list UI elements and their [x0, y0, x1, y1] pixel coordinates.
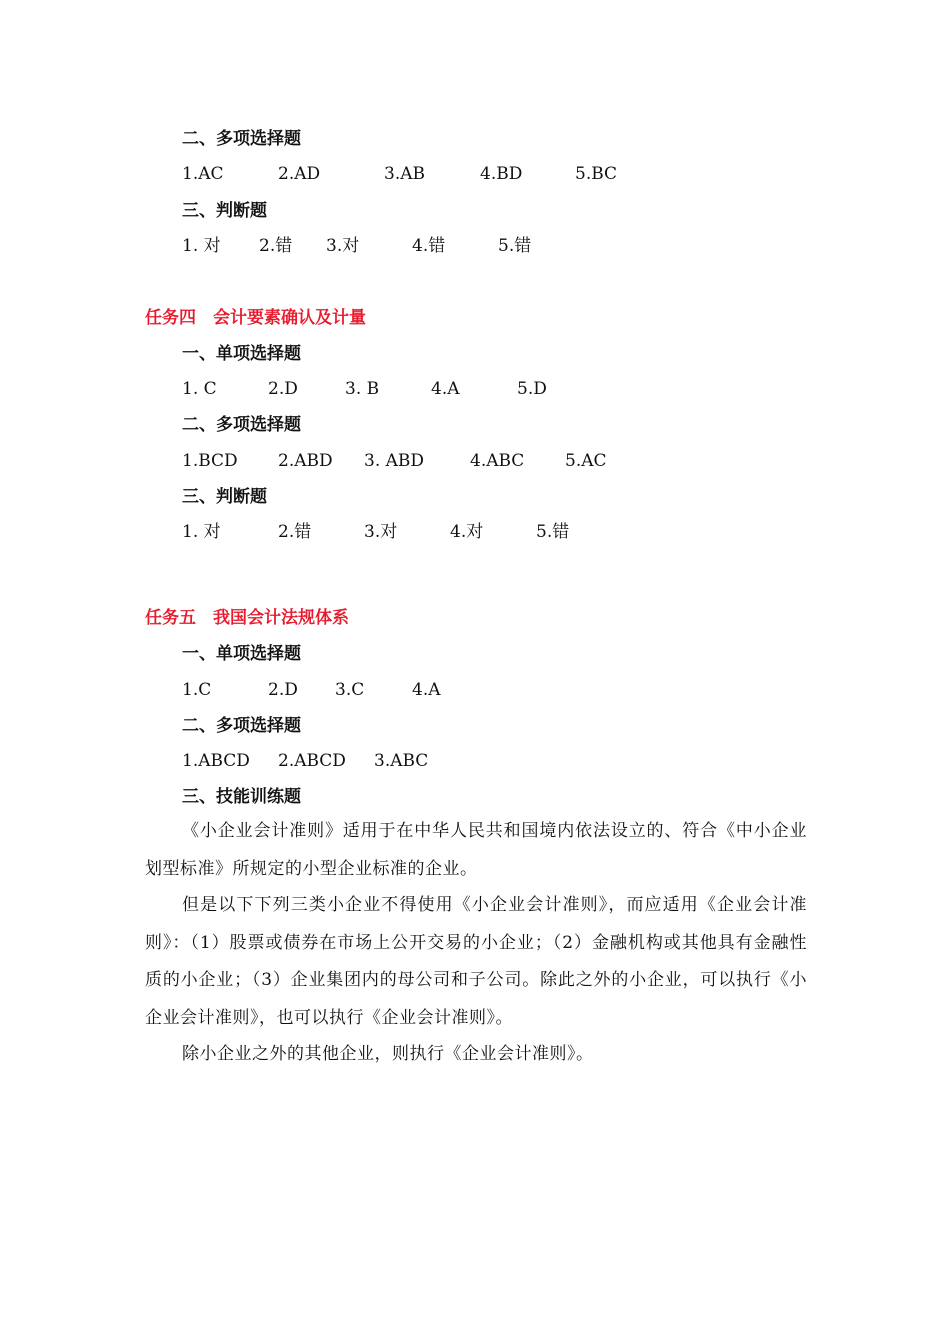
paragraph: 但是以下下列三类小企业不得使用《小企业会计准则》，而应适用《企业会计准则》：（1）股票或债券在市场上公开交易的小企业；（2）金融机构或其他具有金融性质的小企业；（3）企业集团内的母公司和子公司。除此之外的小企业，可以执行《小企业会计准则》，也可以执行《企业会计准则》。	[145, 895, 807, 1028]
answer-item: 4.BD	[480, 164, 523, 184]
heading-skill-training: 三、技能训练题	[182, 787, 301, 807]
heading-true-false: 三、判断题	[182, 201, 267, 221]
answer-item: 1. 对	[182, 236, 221, 256]
answer-row-true-false	[182, 520, 882, 544]
answer-item: 2.ABCD	[278, 751, 346, 771]
task-title: 任务五 我国会计法规体系	[145, 608, 349, 628]
answer-row-true-false	[182, 234, 882, 258]
heading-multiple-choice: 二、多项选择题	[182, 415, 301, 435]
heading-multiple-choice: 二、多项选择题	[182, 716, 301, 736]
answer-item: 3. B	[345, 379, 380, 399]
answer-item: 5.AC	[565, 451, 607, 471]
answer-item: 1.C	[182, 680, 212, 700]
answer-item: 4.A	[431, 379, 460, 399]
answer-item: 2.D	[268, 379, 298, 399]
answer-item: 3. ABD	[364, 451, 425, 471]
answer-item: 3.对	[326, 236, 360, 256]
answer-item: 4.对	[450, 522, 484, 542]
answer-item: 4.A	[412, 680, 441, 700]
answer-item: 4.错	[412, 236, 446, 256]
answer-row-multiple	[182, 749, 882, 773]
answer-row-multiple	[182, 162, 882, 186]
answer-item: 1.AC	[182, 164, 224, 184]
heading-multiple-choice: 二、多项选择题	[182, 129, 301, 149]
task-title: 任务四 会计要素确认及计量	[145, 308, 366, 328]
heading-single-choice: 一、单项选择题	[182, 344, 301, 364]
answer-item: 5.错	[498, 236, 532, 256]
paragraph: 《小企业会计准则》适用于在中华人民共和国境内依法设立的、符合《中小企业划型标准》所规定的小型企业标准的企业。	[145, 821, 807, 879]
answer-item: 3.AB	[384, 164, 425, 184]
answer-row-multiple	[182, 449, 882, 473]
answer-item: 3.ABC	[374, 751, 429, 771]
answer-row-single	[182, 678, 882, 702]
answer-item: 2.错	[259, 236, 293, 256]
answer-item: 2.AD	[278, 164, 321, 184]
paragraph: 除小企业之外的其他企业，则执行《企业会计准则》。	[182, 1044, 594, 1064]
answer-item: 2.ABD	[278, 451, 333, 471]
answer-item: 1. 对	[182, 522, 221, 542]
answer-item: 4.ABC	[470, 451, 525, 471]
answer-item: 2.D	[268, 680, 298, 700]
answer-item: 3.C	[335, 680, 365, 700]
answer-item: 5.BC	[575, 164, 618, 184]
answer-item: 5.错	[536, 522, 570, 542]
heading-single-choice: 一、单项选择题	[182, 644, 301, 664]
answer-item: 1.ABCD	[182, 751, 250, 771]
answer-item: 1. C	[182, 379, 217, 399]
heading-true-false: 三、判断题	[182, 487, 267, 507]
answer-row-single	[182, 377, 882, 401]
answer-item: 1.BCD	[182, 451, 238, 471]
answer-item: 2.错	[278, 522, 312, 542]
answer-item: 3.对	[364, 522, 398, 542]
answer-item: 5.D	[517, 379, 547, 399]
